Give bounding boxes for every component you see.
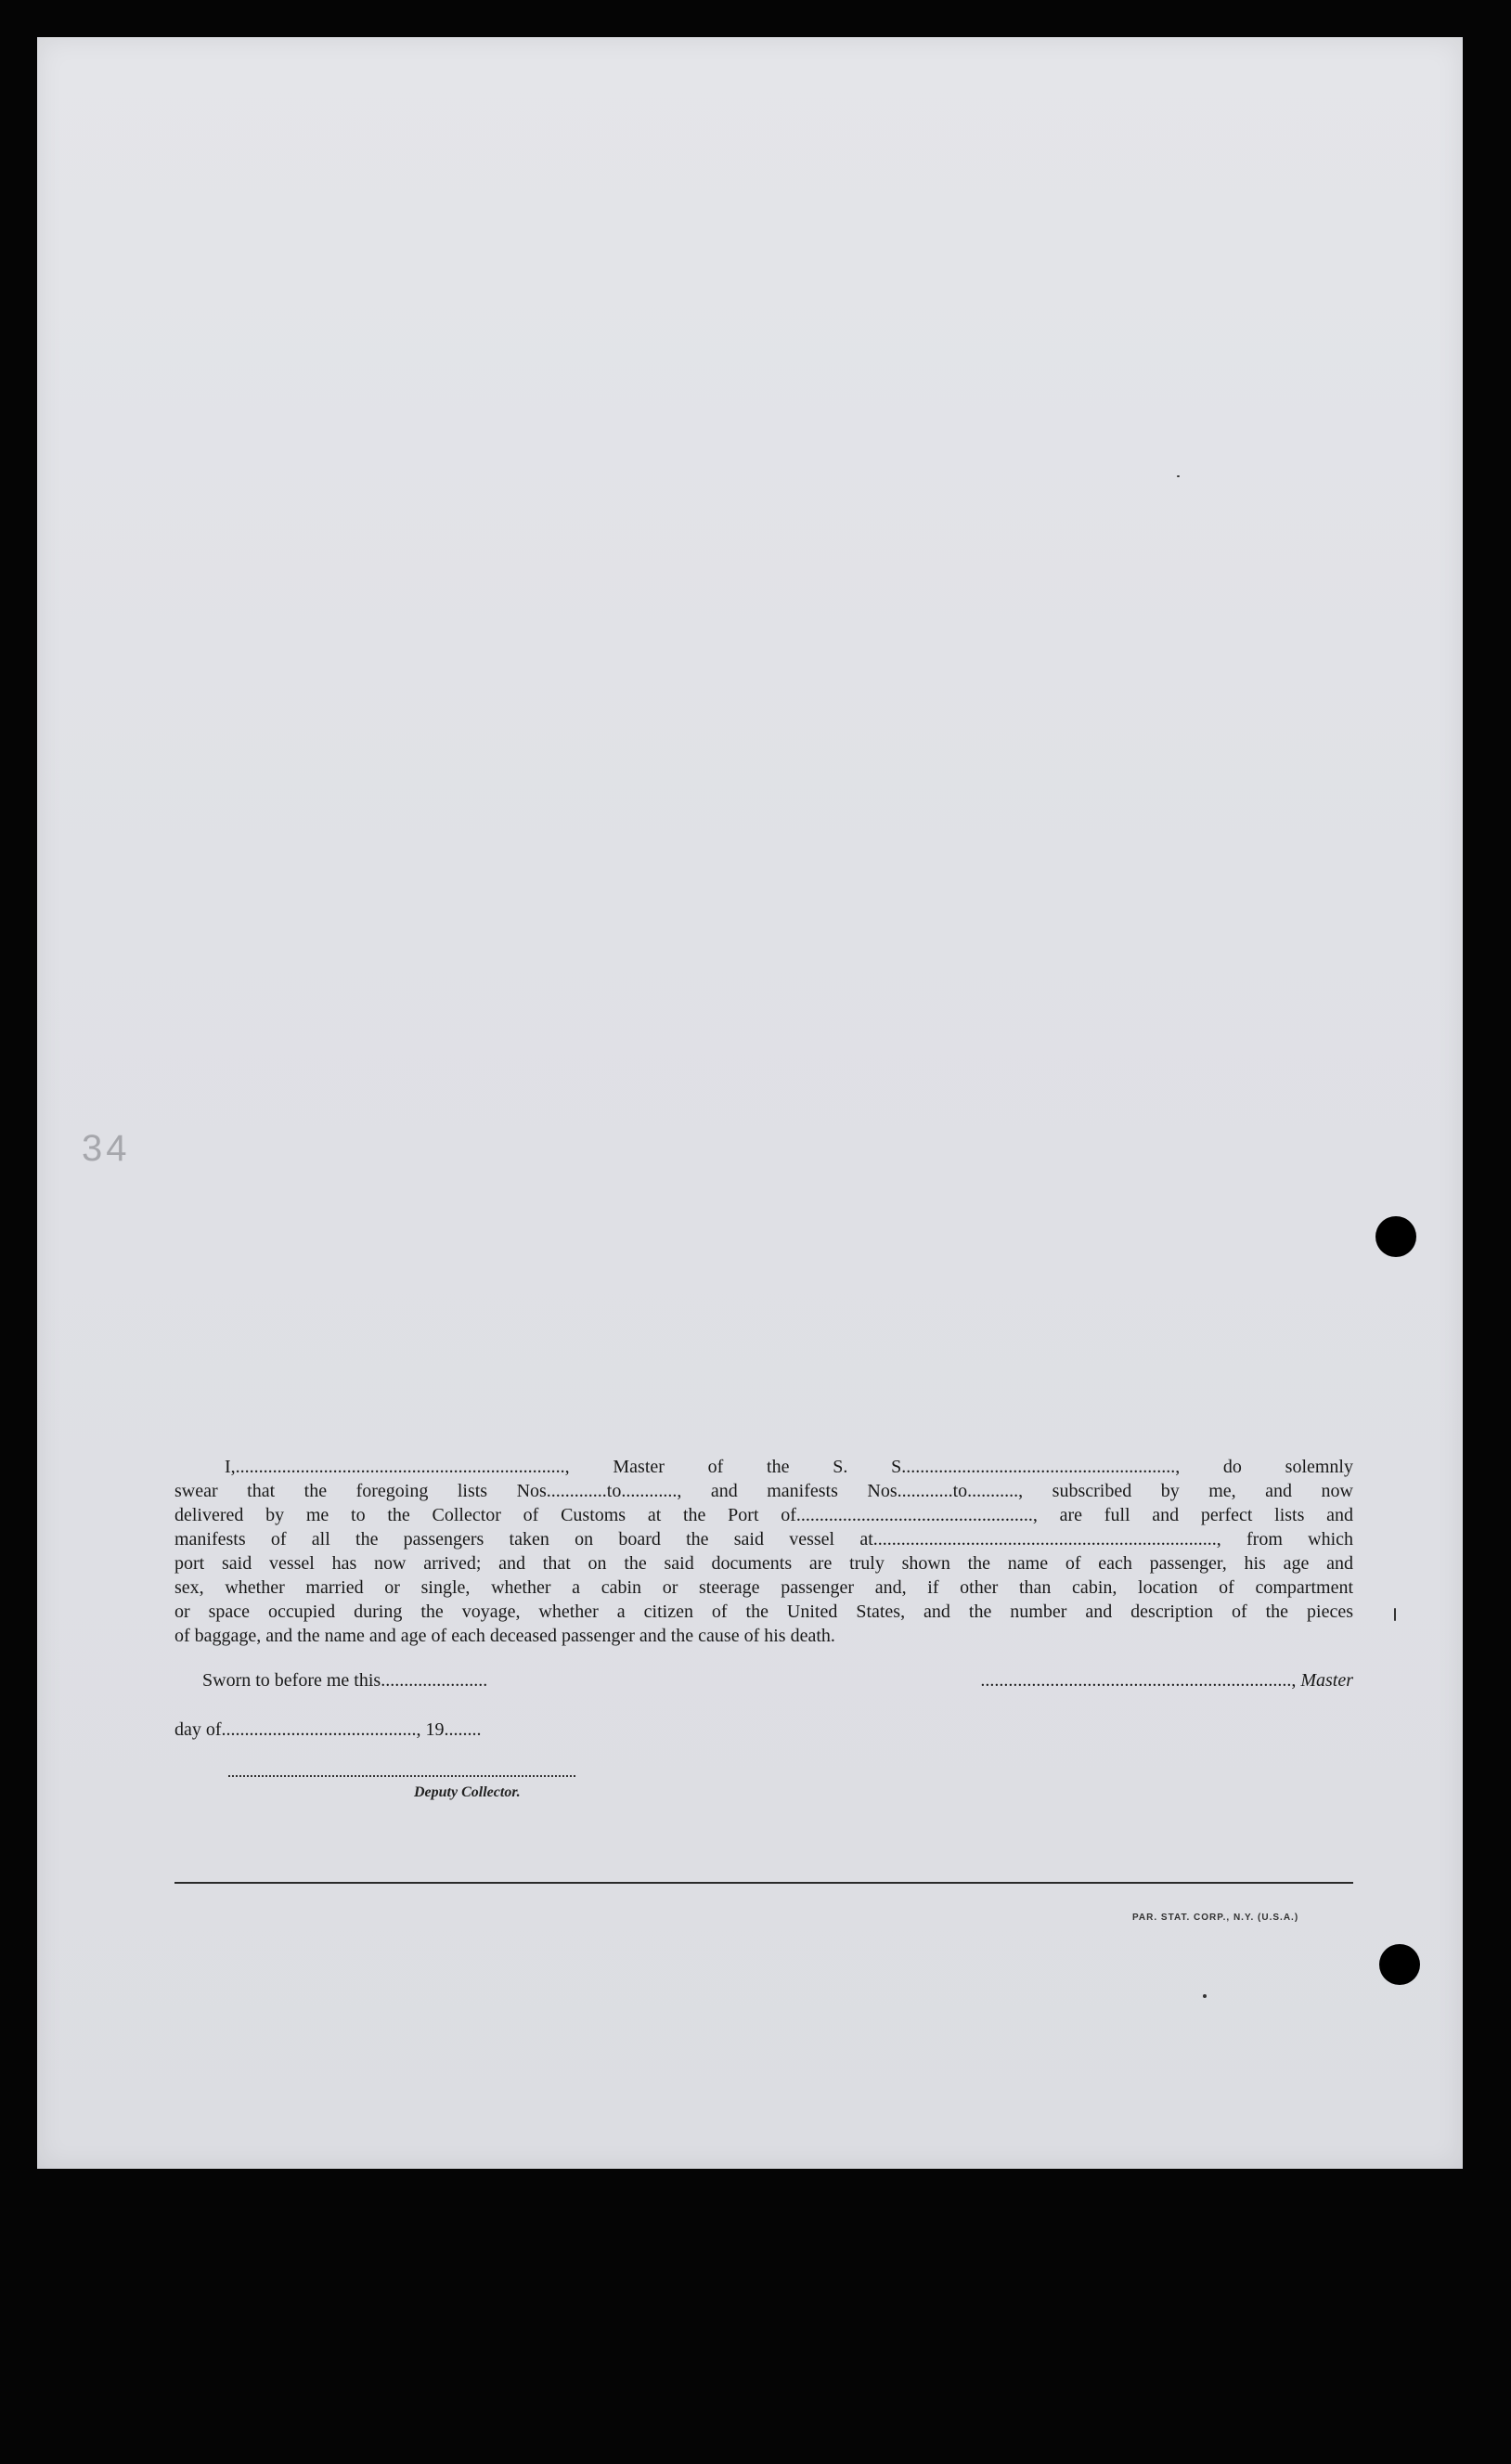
horizontal-rule [174, 1882, 1353, 1884]
oath-line: I,......................................................................., Master of the S. S..........................................................., do solemnly [225, 1457, 1353, 1477]
oath-line: or space occupied during the voyage, whether a citizen of the United States, and the number and description of the pieces [174, 1602, 1353, 1622]
oath-line: manifests of all the passengers taken on board the said vessel at.........................................................................., from which [174, 1529, 1353, 1550]
scan-speck [1203, 1994, 1207, 1998]
oath-line: port said vessel has now arrived; and that on the said documents are truly shown the name of each passenger, his age and [174, 1553, 1353, 1574]
master-title: Master [1300, 1670, 1353, 1691]
day-of-field: day of.........................................., 19........ [174, 1719, 482, 1740]
sworn-row [174, 1670, 1353, 1698]
punch-hole-top [1375, 1216, 1416, 1257]
sworn-before-me-field: Sworn to before me this....................... [202, 1670, 488, 1691]
master-oath-paragraph [174, 1455, 1353, 1648]
deputy-collector-label: Deputy Collector. [414, 1784, 521, 1800]
deputy-signature-line [228, 1775, 575, 1777]
scan-speck [1394, 1608, 1396, 1621]
printer-imprint: PAR. STAT. CORP., N.Y. (U.S.A.) [1132, 1913, 1299, 1923]
document-page [37, 37, 1463, 2169]
oath-line: delivered by me to the Collector of Customs at the Port of..................................................., are full and perfect lists and [174, 1505, 1353, 1525]
punch-hole-bottom [1379, 1944, 1420, 1985]
oath-line: swear that the foregoing lists Nos.............to............, and manifests Nos............to..........., subscribed by me, and now [174, 1481, 1353, 1501]
scan-speck [1177, 475, 1180, 477]
faint-page-number: 34 [82, 1128, 131, 1169]
oath-line: of baggage, and the name and age of each deceased passenger and the cause of his death. [174, 1626, 835, 1646]
oath-line: sex, whether married or single, whether a cabin or steerage passenger and, if other than cabin, location of compartment [174, 1577, 1353, 1598]
master-signature-dots: ..................................................................., [980, 1670, 1297, 1691]
master-signature-field [980, 1670, 1353, 1692]
